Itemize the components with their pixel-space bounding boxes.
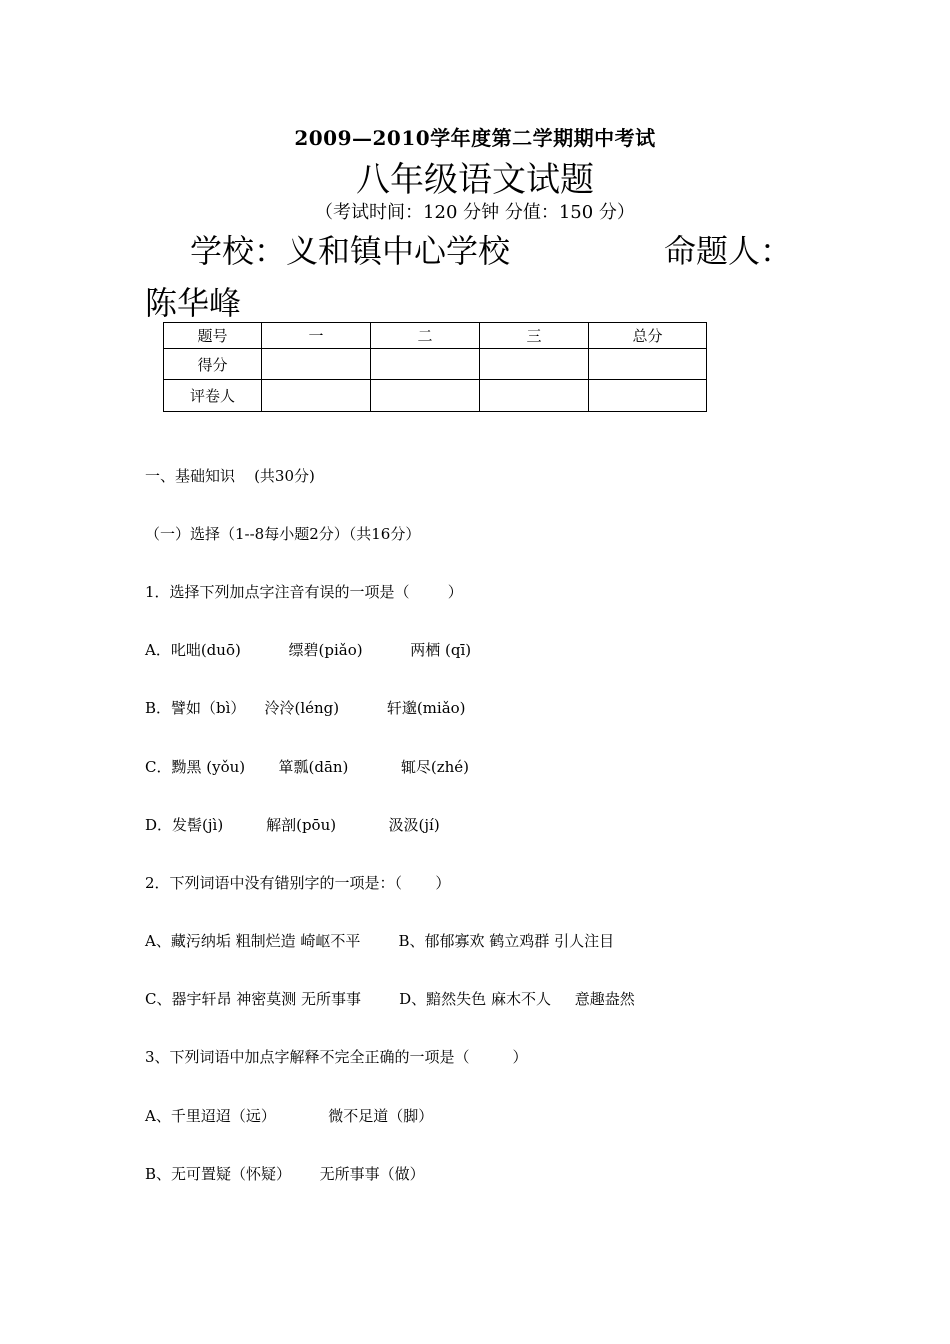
score-cell (589, 349, 707, 380)
section-heading: 一、基础知识 (共30分) (145, 467, 315, 485)
author-label: 命题人： (664, 232, 793, 270)
question-1-option-b: B．譬如（bì） 泠泠(léng) 轩邈(miǎo) (145, 699, 466, 717)
grader-cell (262, 380, 371, 412)
page-title: 八年级语文试题 (356, 160, 594, 200)
question-1-option-d: D．发髻(jì) 解剖(pōu) 汲汲(jí) (145, 816, 440, 834)
question-2: 2．下列词语中没有错别字的一项是：（ ） (145, 874, 451, 892)
row-label: 评卷人 (164, 380, 262, 412)
table-header-cell: 三 (480, 323, 589, 349)
school-name: 学校：义和镇中心学校 (190, 232, 511, 270)
table-header-cell: 一 (262, 323, 371, 349)
score-cell (371, 349, 480, 380)
table-header-cell: 二 (371, 323, 480, 349)
subsection-heading: （一）选择（1--8每小题2分）（共16分） (145, 525, 421, 543)
question-3-option-b: B、无可置疑（怀疑） 无所事事（做） (145, 1165, 425, 1183)
exam-info: （考试时间：120 分钟 分值：150 分） (315, 202, 635, 223)
table-row (164, 380, 707, 412)
score-cell (262, 349, 371, 380)
table-header-cell: 题号 (164, 323, 262, 349)
table-row (164, 349, 707, 380)
question-1: 1．选择下列加点字注音有误的一项是（ ） (145, 583, 463, 601)
question-1-option-c: C．黝黑 (yǒu) 箪瓢(dān) 辄尽(zhé) (145, 758, 469, 776)
exam-period-heading: 2009—2010学年度第二学期期中考试 (294, 126, 656, 150)
grader-cell (371, 380, 480, 412)
question-3-option-a: A、千里迢迢（远） 微不足道（脚） (145, 1107, 434, 1125)
score-cell (480, 349, 589, 380)
question-3: 3、下列词语中加点字解释不完全正确的一项是（ ） (145, 1048, 528, 1066)
author-name: 陈华峰 (145, 284, 242, 322)
score-table (163, 322, 707, 412)
question-1-option-a: A．叱咄(duō) 缥碧(piǎo) 两栖 (qī) (145, 641, 472, 659)
grader-cell (589, 380, 707, 412)
question-2-options-ab: A、藏污纳垢 粗制烂造 崎岖不平 B、郁郁寡欢 鹤立鸡群 引人注目 (145, 932, 615, 950)
question-2-options-cd: C、器宇轩昂 神密莫测 无所事事 D、黯然失色 麻木不人 意趣盎然 (145, 990, 635, 1008)
row-label: 得分 (164, 349, 262, 380)
grader-cell (480, 380, 589, 412)
table-header-cell: 总分 (589, 323, 707, 349)
table-row (164, 323, 707, 349)
